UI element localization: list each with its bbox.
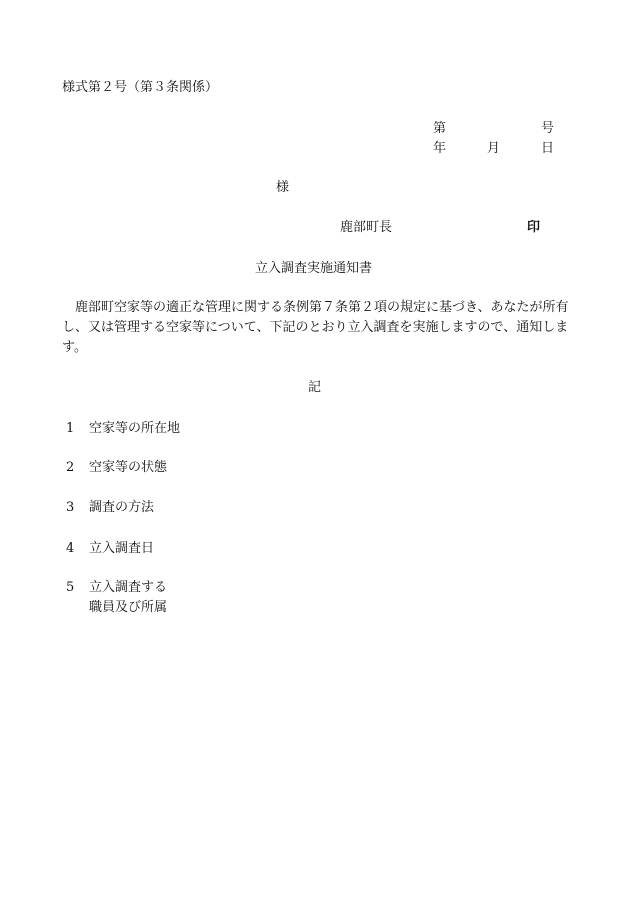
item-label-continuation: 職員及び所属 <box>89 600 168 615</box>
addressee-honorific: 様 <box>276 180 290 195</box>
notice-body-text: 鹿部町空家等の適正な管理に関する条例第７条第２項の規定に基づき、あなたが所有し、又は管理する空家等について、下記のとおり立入調査を実施しますので、通知します。 <box>62 300 569 355</box>
item-number: 5 <box>66 580 75 595</box>
issuer-name: 鹿部町長 <box>340 220 393 235</box>
item-number: 2 <box>66 460 75 475</box>
document-title: 立入調査実施通知書 <box>255 261 373 276</box>
item-label: 立入調査する <box>89 580 168 595</box>
item-label: 空家等の状態 <box>89 460 168 475</box>
document-number-suffix: 号 <box>541 121 555 136</box>
date-month-label: 月 <box>487 141 501 156</box>
item-number: 1 <box>66 421 75 436</box>
seal-mark: 印 <box>527 220 541 235</box>
date-year-label: 年 <box>433 141 447 156</box>
form-number-label: 様式第２号（第３条関係） <box>62 80 219 95</box>
item-label: 空家等の所在地 <box>89 421 181 436</box>
item-label: 立入調査日 <box>89 541 155 556</box>
item-label: 調査の方法 <box>89 500 155 515</box>
item-number: 4 <box>66 541 75 556</box>
date-day-label: 日 <box>541 141 555 156</box>
item-number: 3 <box>66 500 75 515</box>
document-number-prefix: 第 <box>433 121 447 136</box>
ki-heading: 記 <box>308 380 322 395</box>
